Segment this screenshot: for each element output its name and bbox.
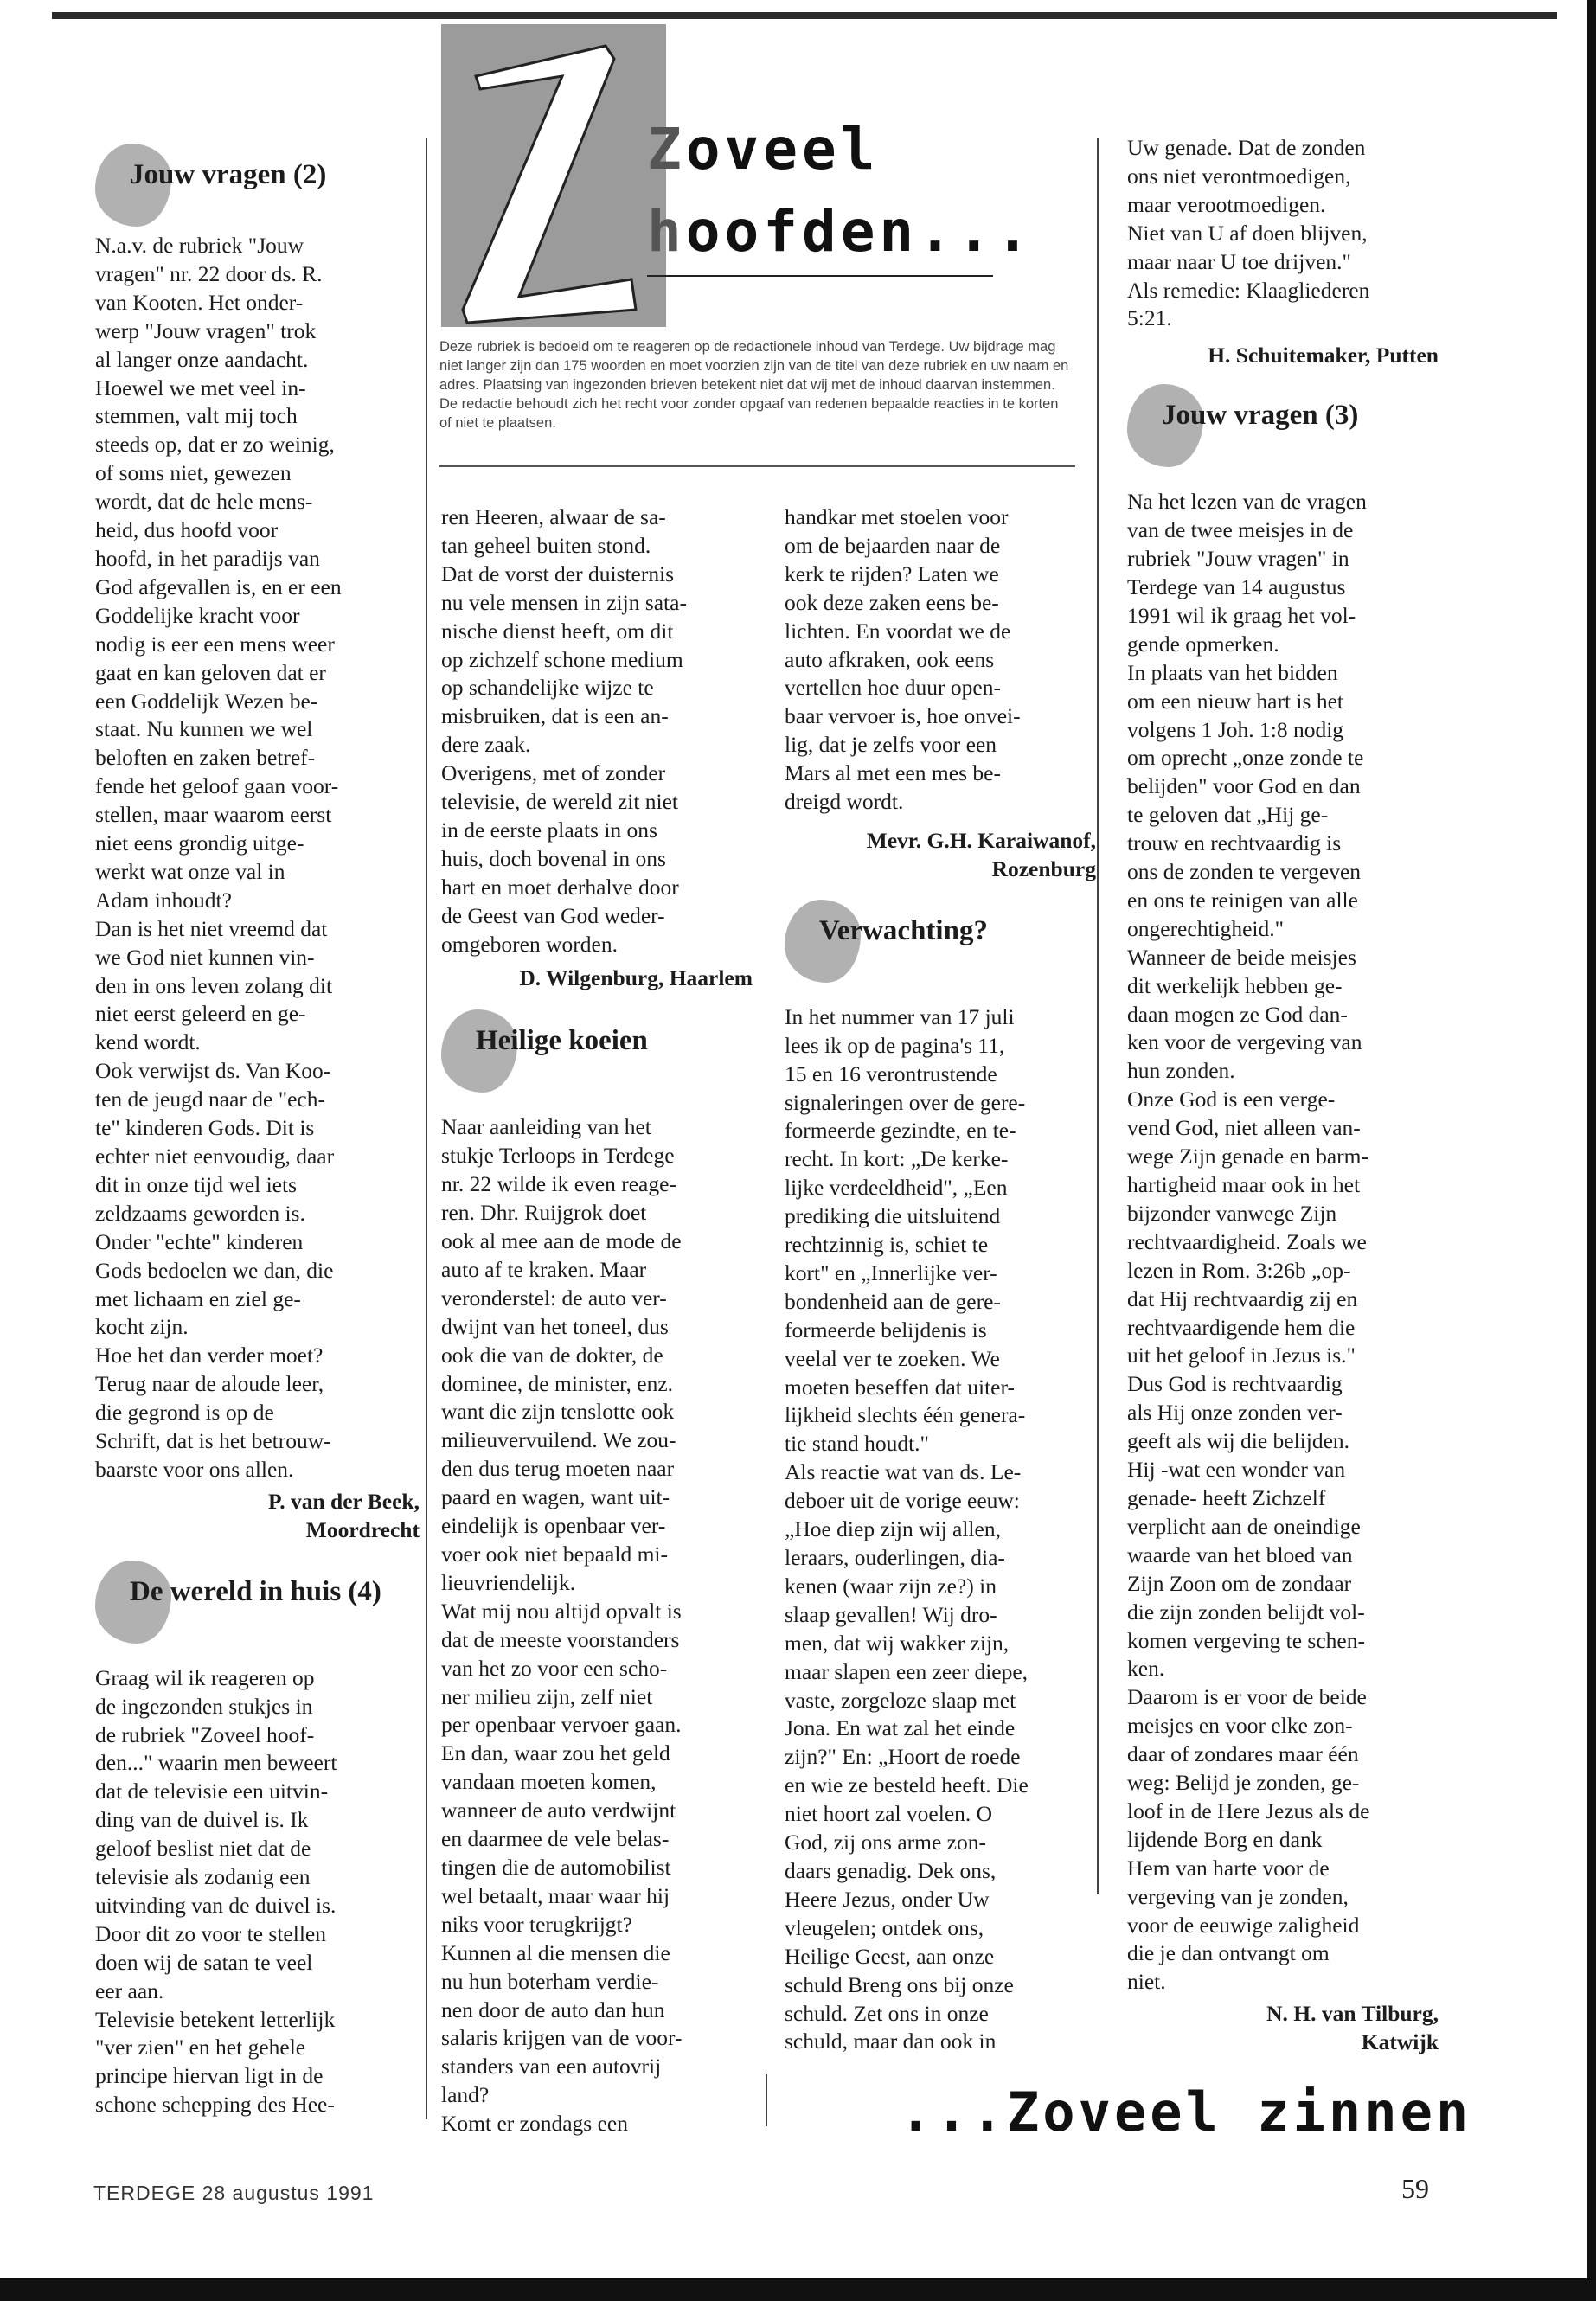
text-line: te geloven dat „Hij ge- (1127, 802, 1329, 828)
text-line: maar verootmoedigen. (1127, 191, 1326, 217)
text-line: ding van de duivel is. Ik (95, 1807, 309, 1833)
text-line: Overigens, met of zonder (441, 760, 666, 786)
text-line: de ingezonden stukjes in (95, 1693, 313, 1719)
text-line: Ook verwijst ds. Van Koo- (95, 1058, 331, 1084)
text-line: auto af te kraken. Maar (441, 1256, 647, 1282)
text-line: ook al mee aan de mode de (441, 1228, 682, 1254)
text-line: dominee, de minister, enz. (441, 1370, 674, 1396)
text-line: bondenheid aan de gere- (785, 1288, 1001, 1314)
text-line: Wanneer de beide meisjes (1127, 944, 1356, 970)
text-line: doen wij de satan te veel (95, 1949, 313, 1975)
text-line: nen door de auto dan hun (441, 1997, 665, 2022)
heading-text: Heilige koeien (476, 1025, 648, 1057)
text-line: dwijnt van het toneel, dus (441, 1313, 669, 1339)
text-line: Dus God is rechtvaardig (1127, 1371, 1343, 1397)
text-line: een Goddelijk Wezen be- (95, 688, 318, 714)
text-line: den..." waarin men beweert (95, 1750, 337, 1776)
big-z-letter (441, 24, 666, 327)
text-line: gende opmerken. (1127, 631, 1279, 657)
text-line: voer ook niet bepaald mi- (441, 1541, 668, 1567)
text-line: nodig is eer een mens weer (95, 631, 335, 657)
title-initial-h: h (647, 198, 686, 265)
text-line: dat Hij rechtvaardig zij en (1127, 1285, 1358, 1311)
text-line: In plaats van het bidden (1127, 659, 1338, 685)
text-line: kerk te rijden? Laten we (785, 561, 999, 586)
text-line: wordt, dat de hele mens- (95, 489, 313, 515)
text-line: zijn?" En: „Hoort de roede (785, 1744, 1021, 1770)
text-line: vertellen hoe duur open- (785, 675, 1001, 701)
text-line: zeldzaams geworden is. (95, 1200, 305, 1226)
signature-place: Katwijk (1361, 2029, 1439, 2055)
text-line: signaleringen over de gere- (785, 1089, 1026, 1115)
text-line: wanneer de auto verdwijnt (441, 1798, 676, 1823)
text-line: dat de meeste voorstanders (441, 1626, 680, 1652)
title-line-1-text: oveel (685, 116, 880, 183)
text-line: recht. In kort: „De kerke- (785, 1146, 1009, 1172)
text-line: 1991 wil ik graag het vol- (1127, 602, 1356, 628)
text-line: in de eerste plaats in ons (441, 817, 657, 843)
text-line: 15 en 16 verontrustende (785, 1061, 997, 1086)
text-line: formeerde belijdenis is (785, 1317, 987, 1343)
letter-body (95, 232, 420, 1484)
letter-body (441, 503, 753, 959)
header-graphic (441, 24, 666, 327)
text-line: slaap gevallen! Wij dro- (785, 1601, 997, 1627)
page-number: 59 (1401, 2173, 1429, 2204)
text-line: daars genadig. Dek ons, (785, 1857, 997, 1883)
text-line: al langer onze aandacht. (95, 346, 309, 372)
letter-body (1127, 488, 1439, 1997)
text-line: Terug naar de aloude leer, (95, 1371, 324, 1397)
text-line: Daarom is er voor de beide (1127, 1684, 1367, 1710)
text-line: moeten beseffen dat uiter- (785, 1374, 1015, 1400)
text-line: uit het geloof in Jezus is." (1127, 1343, 1356, 1368)
text-line: meisjes en voor elke zon- (1127, 1713, 1353, 1739)
text-line: televisie als zodanig een (95, 1864, 311, 1890)
title-line-2 (647, 195, 1034, 269)
signature: H. Schuitemaker, Putten (1208, 343, 1439, 369)
text-line: vandaan moeten komen, (441, 1769, 657, 1795)
text-line: Niet van U af doen blijven, (1127, 220, 1368, 246)
text-line: Heilige Geest, aan onze (785, 1943, 995, 1969)
text-line: beloften en zaken betref- (95, 745, 316, 771)
text-line: wege Zijn genade en barm- (1127, 1144, 1368, 1170)
text-line: met lichaam en ziel ge- (95, 1285, 301, 1311)
text-line: dit werkelijk hebben ge- (1127, 972, 1343, 998)
letter-body (1127, 134, 1439, 333)
footer-publication-date: TERDEGE 28 augustus 1991 (93, 2182, 375, 2204)
text-line: kort" en „Innerlijke ver- (785, 1259, 997, 1285)
text-line: volgens 1 Joh. 1:8 nodig (1127, 716, 1344, 742)
text-line: Adam inhoudt? (95, 887, 232, 913)
text-line: genade- heeft Zichzelf (1127, 1484, 1326, 1510)
text-line: als Hij onze zonden ver- (1127, 1400, 1343, 1426)
text-line: schuld. Zet ons in onze (785, 2000, 989, 2026)
text-line: werkt wat onze val in (95, 858, 285, 884)
text-line: Televisie betekent letterlijk (95, 2006, 336, 2032)
signature-place: Rozenburg (991, 856, 1096, 881)
text-line: op zichzelf schone medium (441, 646, 683, 672)
text-line: werp "Jouw vragen" trok (95, 317, 317, 343)
signature-name: Mevr. G.H. Karaiwanof, (866, 827, 1096, 853)
text-line: staat. Nu kunnen we wel (95, 716, 313, 742)
text-line: niet. (1127, 1969, 1166, 1995)
text-line: verplicht aan de oneindige (1127, 1513, 1361, 1539)
text-line: geloof beslist niet dat de (95, 1836, 311, 1862)
text-line: Hij -wat een wonder van (1127, 1457, 1346, 1483)
text-line: rubriek "Jouw vragen" in (1127, 546, 1349, 572)
text-line: rechtvaardigheid. Zoals we (1127, 1228, 1367, 1254)
text-line: dit in onze tijd wel iets (95, 1171, 297, 1197)
text-line: Dat de vorst der duisternis (441, 561, 675, 586)
text-line: 5:21. (1127, 305, 1172, 331)
text-line: milieuvervuilend. We zou- (441, 1427, 676, 1453)
text-line: En dan, waar zou het geld (441, 1740, 670, 1766)
text-line: vaste, zorgeloze slaap met (785, 1687, 1016, 1713)
text-line: „Hoe diep zijn wij allen, (785, 1516, 1001, 1542)
text-line: den in ons leven zolang dit (95, 972, 333, 998)
text-line: land? (441, 2082, 490, 2108)
text-line: kocht zijn. (95, 1314, 189, 1340)
text-line: Hem van harte voor de (1127, 1855, 1330, 1881)
text-line: kend wordt. (95, 1029, 201, 1055)
text-line: ren Heeren, alwaar de sa- (441, 504, 666, 529)
text-line: die gegrond is op de (95, 1400, 274, 1426)
text-line: ook deze zaken eens be- (785, 589, 999, 615)
text-line: maar naar U toe drijven." (1127, 248, 1351, 274)
text-line: ner milieu zijn, zelf niet (441, 1683, 653, 1709)
text-line: trouw en rechtvaardig is (1127, 830, 1342, 856)
text-line: deboer uit de vorige eeuw: (785, 1488, 1020, 1514)
text-line: Naar aanleiding van het (441, 1114, 651, 1140)
text-line: Hoewel we met veel in- (95, 375, 306, 401)
text-line: dreigd wordt. (785, 789, 904, 815)
heading-text: Verwachting? (819, 914, 988, 946)
text-line: vleugelen; ontdek ons, (785, 1914, 984, 1940)
title-line-1 (647, 112, 879, 187)
text-line: prediking die uitsluitend (785, 1203, 1001, 1229)
text-line: of soms niet, gewezen (95, 460, 292, 486)
scan-edge-right (1587, 0, 1596, 2301)
column-rule-3 (1097, 138, 1099, 1894)
text-line: maar slapen een zeer diepe, (785, 1658, 1029, 1684)
section-heading-heilige-koeien (441, 1003, 753, 1098)
text-line: salaris krijgen van de voor- (441, 2025, 683, 2051)
text-line: handkar met stoelen voor (785, 504, 1009, 529)
text-line: Terdege van 14 augustus (1127, 574, 1346, 599)
text-line: stukje Terloops in Terdege (441, 1143, 675, 1169)
text-line: tie stand houdt." (785, 1431, 929, 1457)
text-line: lig, dat je zelfs voor een (785, 732, 997, 758)
text-line: ken. (1127, 1656, 1165, 1682)
text-line: standers van een autovrij (441, 2054, 662, 2080)
text-line: de rubriek "Zoveel hoof- (95, 1721, 315, 1747)
text-line: hun zonden. (1127, 1058, 1235, 1084)
text-line: loof in de Here Jezus als de (1127, 1798, 1370, 1823)
text-line: Zijn Zoon om de zondaar (1127, 1570, 1352, 1596)
text-line: van Kooten. Het onder- (95, 289, 304, 315)
text-line: ten de jeugd naar de "ech- (95, 1086, 325, 1112)
text-line: de Geest van God weder- (441, 902, 665, 928)
text-line: rechtvaardigende hem die (1127, 1314, 1356, 1340)
text-line: hoofd, in het paradijs van (95, 545, 320, 571)
letter-body (785, 503, 1096, 817)
letter-body (441, 1113, 753, 2138)
text-line: we God niet kunnen vin- (95, 944, 315, 970)
text-line: bijzonder vanwege Zijn (1127, 1200, 1337, 1226)
text-line: Goddelijke kracht voor (95, 602, 300, 628)
top-border (52, 12, 1557, 19)
text-line: Als reactie wat van ds. Le- (785, 1459, 1022, 1485)
text-line: stemmen, valt mij toch (95, 403, 298, 429)
text-line: echter niet eenvoudig, daar (95, 1144, 335, 1169)
bottom-title: ...Zoveel zinnen (900, 2080, 1472, 2144)
heading-text: De wereld in huis (4) (130, 1575, 381, 1607)
text-line: televisie, de wereld zit niet (441, 789, 679, 815)
heading-text: Jouw vragen (2) (130, 159, 327, 190)
text-line: misbruiken, dat is een an- (441, 703, 669, 729)
text-line: die je dan ontvangt om (1127, 1940, 1330, 1966)
text-line: ons de zonden te vergeven (1127, 859, 1362, 885)
text-line: Komt er zondags een (441, 2111, 628, 2137)
text-line: nische dienst heeft, om dit (441, 618, 674, 644)
text-line: komen vergeving te schen- (1127, 1627, 1365, 1653)
text-line: Heere Jezus, onder Uw (785, 1886, 990, 1912)
text-line: Onder "echte" kinderen (95, 1228, 304, 1254)
text-line: lichten. En voordat we de (785, 618, 1011, 644)
text-line: van de twee meisjes in de (1127, 517, 1354, 543)
text-line: niet hoort zal voelen. O (785, 1801, 993, 1827)
text-line: te" kinderen Gods. Dit is (95, 1115, 315, 1141)
text-line: stellen, maar waarom eerst (95, 802, 332, 828)
text-line: schuld, maar dan ook in (785, 2029, 997, 2054)
text-line: waarde van het bloed van (1127, 1541, 1353, 1567)
text-line: kenen (waar zijn ze?) in (785, 1573, 997, 1599)
text-line: Jona. En wat zal het einde (785, 1715, 1016, 1741)
text-line: veelal ver te zoeken. We (785, 1345, 1000, 1371)
text-line: lijdende Borg en dank (1127, 1826, 1323, 1852)
text-line: schuld Breng ons bij onze (785, 1971, 1014, 1997)
text-line: In het nummer van 17 juli (785, 1003, 1015, 1029)
text-line: schone schepping des Hee- (95, 2092, 335, 2118)
title-rule (647, 275, 993, 277)
text-line: want die zijn tenslotte ook (441, 1399, 675, 1425)
section-heading-de-wereld-in-huis-4 (95, 1554, 420, 1649)
text-line: baar vervoer is, hoe onvei- (785, 703, 1021, 729)
text-line: weg: Belijd je zonden, ge- (1127, 1770, 1360, 1796)
text-line: geeft als wij die belijden. (1127, 1428, 1350, 1454)
bottom-rule (766, 2074, 767, 2126)
text-line: ongerechtigheid." (1127, 915, 1285, 941)
text-line: Mars al met een mes be- (785, 760, 1001, 786)
text-line: "ver zien" en het gehele (95, 2035, 306, 2061)
text-line: belijden" voor God en dan (1127, 773, 1361, 799)
intro-rule (439, 465, 1075, 467)
signature-name: N. H. van Tilburg, (1266, 2001, 1439, 2027)
column-3 (785, 503, 1096, 2056)
text-line: Als remedie: Klaagliederen (1127, 277, 1370, 303)
text-line: formeerde gezindte, en te- (785, 1118, 1016, 1144)
text-line: daan mogen ze God dan- (1127, 1001, 1348, 1027)
text-line: tingen die de automobilist (441, 1854, 671, 1880)
title-line-2-text: oofden... (685, 198, 1035, 265)
text-line: veronderstel: de auto ver- (441, 1285, 667, 1311)
text-line: hart en moet derhalve door (441, 874, 679, 900)
text-line: en wie ze besteld heeft. Die (785, 1772, 1029, 1798)
signature-name: P. van der Beek, (268, 1488, 420, 1514)
column-4 (1127, 134, 1439, 2057)
text-line: paard en wagen, want uit- (441, 1484, 670, 1510)
text-line: heid, dus hoofd voor (95, 517, 279, 543)
text-line: Onze God is een verge- (1127, 1086, 1336, 1112)
text-line: baarste voor ons allen. (95, 1456, 294, 1482)
text-line: den dus terug moeten naar (441, 1456, 675, 1482)
text-line: en daarmee de vele belas- (441, 1826, 670, 1852)
text-line: niet eerst geleerd en ge- (95, 1001, 306, 1027)
text-line: vend God, niet alleen van- (1127, 1115, 1361, 1141)
text-line: niks voor terugkrijgt? (441, 1911, 632, 1937)
text-line: op schandelijke wijze te (441, 675, 654, 701)
title-initial-z: Z (647, 116, 686, 183)
text-line: uitvinding van de duivel is. (95, 1892, 337, 1918)
text-line: voor de eeuwige zaligheid (1127, 1912, 1360, 1938)
text-line: eindelijk is openbaar ver- (441, 1513, 666, 1539)
text-line: niet eens grondig uitge- (95, 830, 304, 856)
section-heading-jouw-vragen-2 (95, 137, 420, 232)
text-line: rechtzinnig is, schiet te (785, 1232, 989, 1258)
letter-body (785, 1003, 1096, 2057)
text-line: Graag wil ik reageren op (95, 1664, 315, 1690)
text-line: eer aan. (95, 1977, 164, 2003)
text-line: Door dit zo voor te stellen (95, 1920, 326, 1946)
text-line: ons niet verontmoedigen, (1127, 163, 1351, 189)
text-line: nr. 22 wilde ik even reage- (441, 1171, 676, 1197)
text-line: hartigheid maar ook in het (1127, 1172, 1361, 1197)
section-heading-jouw-vragen-3 (1127, 377, 1439, 472)
text-line: huis, doch bovenal in ons (441, 845, 666, 871)
text-line: men, dat wij wakker zijn, (785, 1630, 1010, 1656)
column-rule-1 (426, 138, 427, 2119)
text-line: leraars, ouderlingen, dia- (785, 1545, 1005, 1570)
text-line: en ons te reinigen van alle (1127, 887, 1358, 913)
text-line: vragen" nr. 22 door ds. R. (95, 260, 323, 286)
text-line: lezen in Rom. 3:26b „op- (1127, 1257, 1351, 1283)
text-line: gaat en kan geloven dat er (95, 659, 326, 685)
text-line: lijke verdeeldheid", „Een (785, 1175, 1008, 1201)
text-line: dat de televisie een uitvin- (95, 1779, 329, 1804)
text-line: lees ik op de pagina's 11, (785, 1032, 1005, 1058)
column-1 (95, 137, 420, 2119)
text-line: nu vele mensen in zijn sata- (441, 589, 687, 615)
intro-text: Deze rubriek is bedoeld om te reageren op de redactionele inhoud van Terdege. Uw bijdrage mag niet langer zijn dan 175 woorden en moet voorzien zijn van de titel van deze rubriek en uw naam en adres. Plaatsing van ingezonden brieven betekent niet dat wij met de inhoud daarvan instemmen. De redactie behoudt zich het recht voor zonder opgaaf van redenen bepaalde reacties in te korten of niet te plaatsen. (439, 339, 1069, 431)
text-line: van het zo voor een scho- (441, 1655, 668, 1681)
text-line: omgeboren worden. (441, 931, 618, 957)
text-line: nu hun boterham verdie- (441, 1968, 659, 1994)
text-line: wel betaalt, maar waar hij (441, 1882, 670, 1908)
text-line: ken voor de vergeving van (1127, 1029, 1362, 1055)
text-line: God, zij ons arme zon- (785, 1830, 986, 1856)
text-line: om oprecht „onze zonde te (1127, 745, 1364, 771)
signature-place: Moordrecht (305, 1516, 420, 1542)
heading-text: Jouw vragen (3) (1162, 400, 1359, 432)
text-line: Uw genade. Dat de zonden (1127, 135, 1366, 160)
text-line: Schrift, dat is het betrouw- (95, 1428, 331, 1454)
text-line: principe hiervan ligt in de (95, 2063, 324, 2089)
text-line: lieuvriendelijk. (441, 1569, 576, 1595)
text-line: Gods bedoelen we dan, die (95, 1257, 334, 1283)
text-line: per openbaar vervoer gaan. (441, 1712, 682, 1738)
scan-edge-bottom (0, 2278, 1596, 2301)
text-line: ook die van de dokter, de (441, 1342, 663, 1368)
text-line: Dan is het niet vreemd dat (95, 915, 328, 941)
signature: D. Wilgenburg, Haarlem (519, 965, 753, 990)
text-line: ren. Dhr. Ruijgrok doet (441, 1200, 647, 1226)
text-line: daar of zondares maar één (1127, 1741, 1359, 1767)
text-line: Wat mij nou altijd opvalt is (441, 1598, 682, 1624)
text-line: lijkheid slechts één genera- (785, 1402, 1026, 1428)
text-line: steeds op, dat er zo weinig, (95, 432, 335, 458)
text-line: die zijn zonden belijdt vol- (1127, 1599, 1365, 1625)
text-line: dere zaak. (441, 732, 531, 758)
text-line: Kunnen al die mensen die (441, 1939, 670, 1965)
text-line: auto afkraken, ook eens (785, 646, 995, 672)
column-2 (441, 503, 753, 2138)
text-line: God afgevallen is, en er een (95, 574, 342, 599)
text-line: vergeving van je zonden, (1127, 1883, 1349, 1909)
text-line: tan geheel buiten stond. (441, 532, 651, 558)
text-line: Hoe het dan verder moet? (95, 1343, 324, 1368)
letter-body (95, 1664, 420, 2120)
text-line: N.a.v. de rubriek "Jouw (95, 233, 304, 258)
section-heading-verwachting (785, 893, 1096, 988)
text-line: fende het geloof gaan voor- (95, 773, 339, 799)
text-line: om een nieuw hart is het (1127, 688, 1343, 714)
text-line: Na het lezen van de vragen (1127, 489, 1367, 515)
text-line: om de bejaarden naar de (785, 532, 1001, 558)
